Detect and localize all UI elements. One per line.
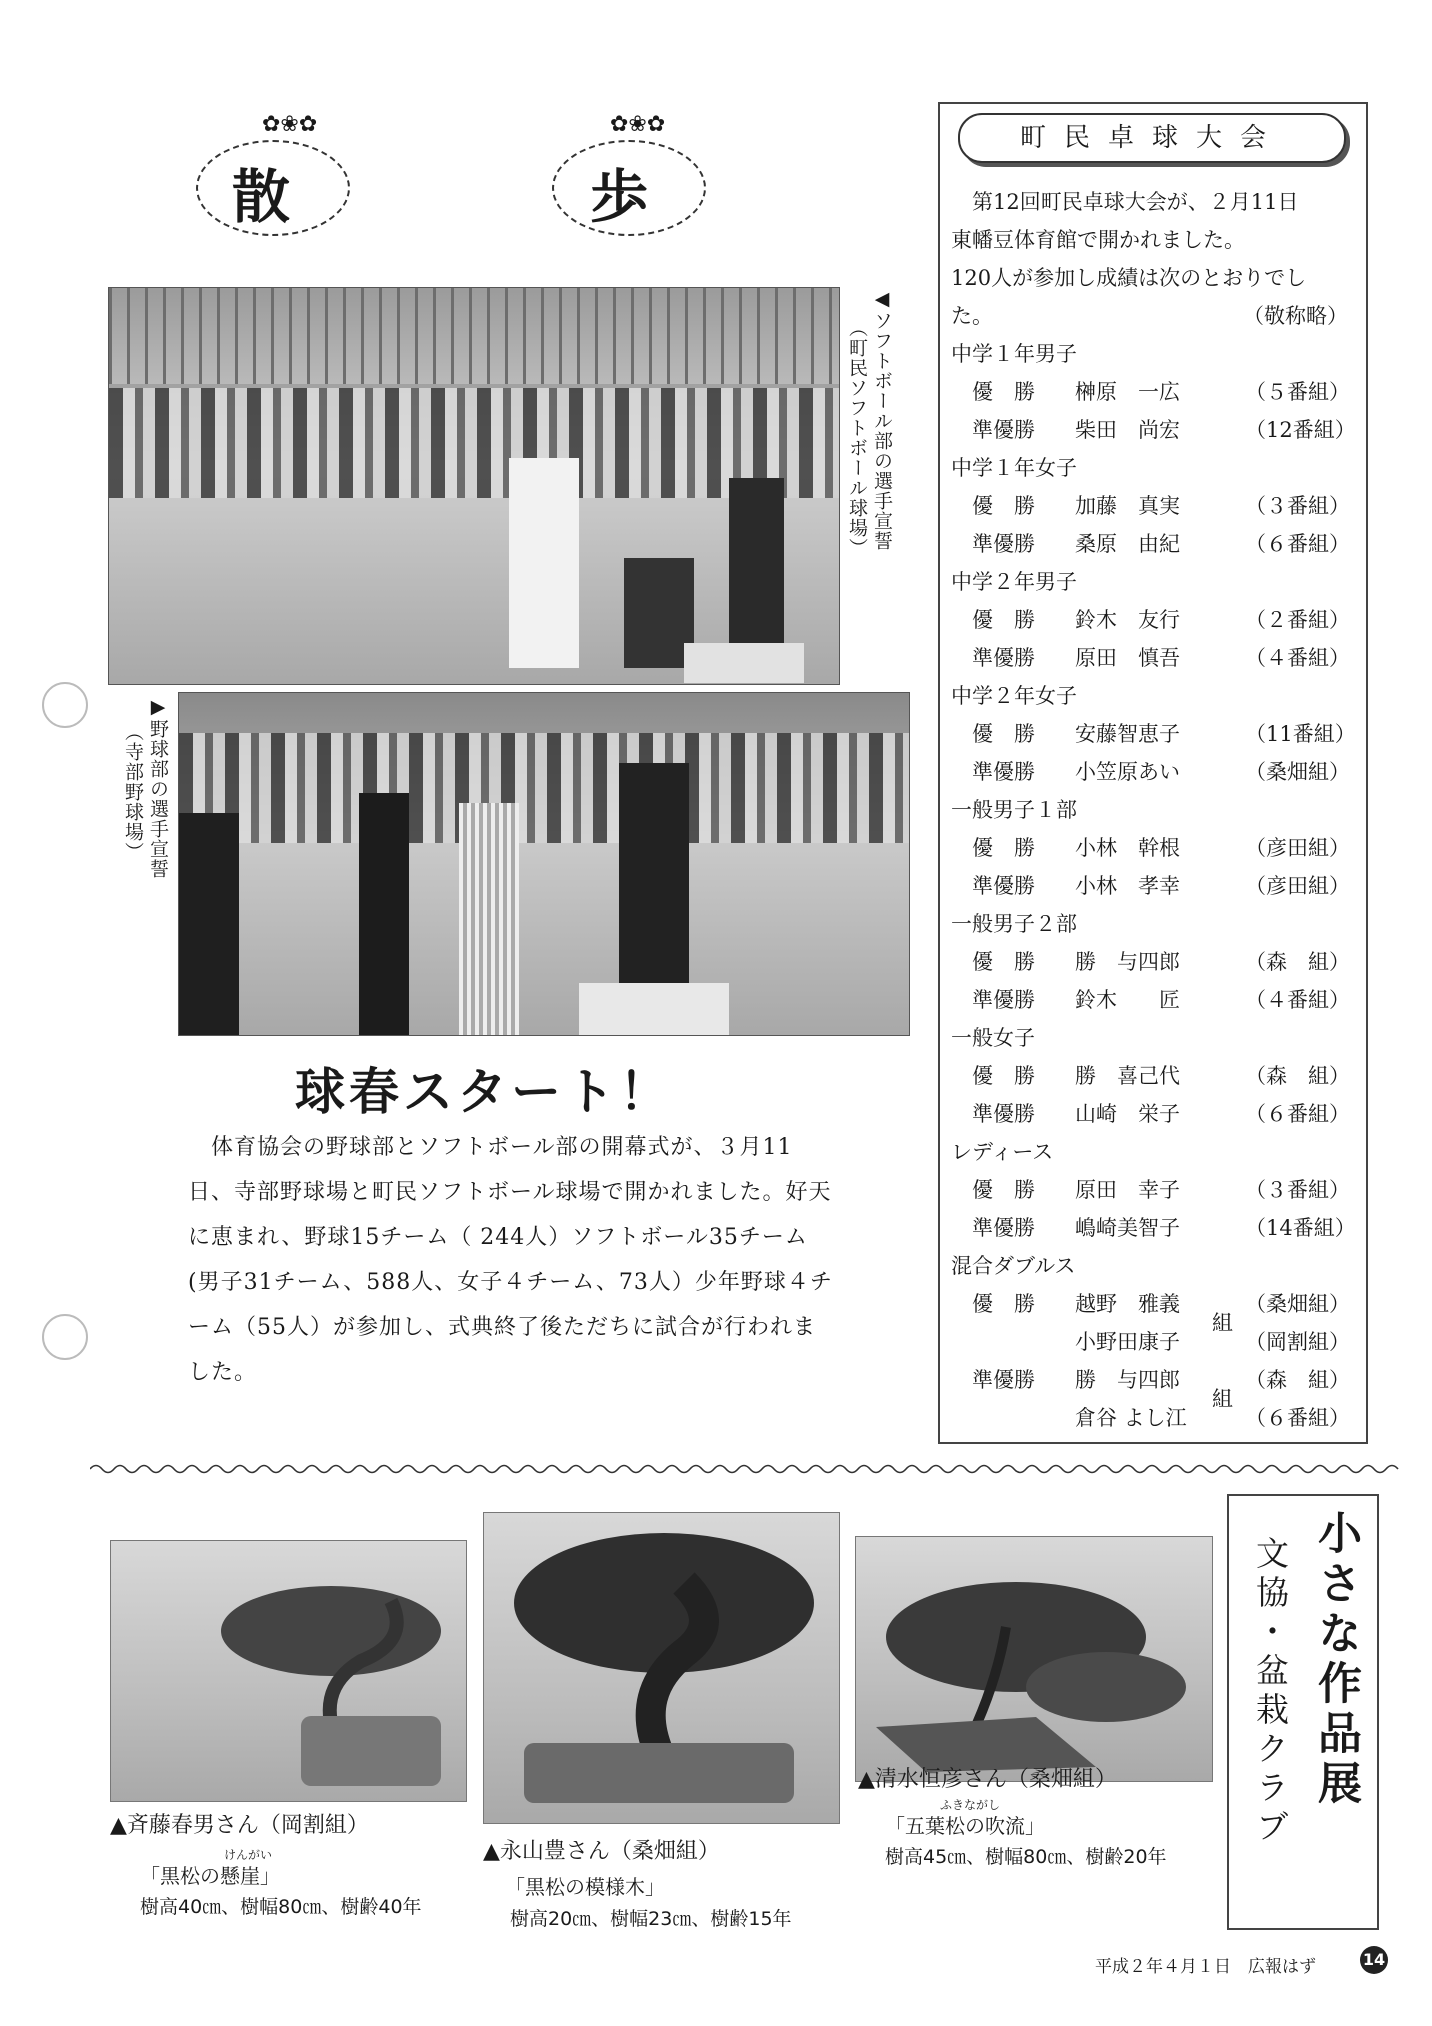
result-row xyxy=(951,982,1361,1019)
player-team: （５番組） xyxy=(1245,380,1350,404)
section-heading: 中学２年男子 xyxy=(951,570,1077,594)
player-name: 桑原 由紀 xyxy=(1075,532,1180,556)
intro-line: 120人が参加し成績は次のとおりでし xyxy=(951,266,1307,290)
result-row xyxy=(951,374,1361,411)
player-name: 倉谷 よし江 xyxy=(1075,1406,1187,1430)
flower-icon: ✿❀✿ xyxy=(262,112,318,137)
rank: 準優勝 xyxy=(972,646,1035,670)
bonsai-photo-3 xyxy=(855,1536,1213,1782)
player-team: （12番組） xyxy=(1245,418,1356,442)
player-name: 鈴木 友行 xyxy=(1075,608,1180,632)
rank: 準優勝 xyxy=(972,760,1035,784)
doubles-group-mark: 組 xyxy=(1212,1387,1233,1411)
player-name: 原田 慎吾 xyxy=(1075,646,1180,670)
bonsai-work-ruby-1: けんがい xyxy=(224,1848,273,1862)
doubles-row xyxy=(951,1286,1361,1323)
rank: 準優勝 xyxy=(972,874,1035,898)
bonsai-size-1: 樹高40㎝、樹幅80㎝、樹齢40年 xyxy=(140,1896,422,1918)
binder-hole-top xyxy=(42,682,88,728)
doubles-row xyxy=(951,1400,1361,1437)
rank: 優 勝 xyxy=(972,722,1035,746)
section-heading: 混合ダブルス xyxy=(951,1254,1076,1278)
article-body: 体育協会の野球部とソフトボール部の開幕式が、３月11日、寺部野球場と町民ソフトボール球場で開かれました。好天に恵まれ、野球15チーム（ 244人）ソフトボール35チーム(男子31チーム、588人、女子４チーム、73人）少年野球４チーム（55人）が参加し、式典終了後ただちに試合が行われました。 xyxy=(188,1135,833,1385)
rank: 準優勝 xyxy=(972,532,1035,556)
rank: 優 勝 xyxy=(972,608,1035,632)
wavy-divider xyxy=(90,1462,1400,1476)
softball-photo-caption-location: （町民ソフトボール球場） xyxy=(846,318,868,558)
baseball-photo-caption-location: （寺部野球場） xyxy=(122,722,144,862)
bonsai-work-1: 「黒松の懸崖」 xyxy=(140,1864,280,1888)
player-team: （桑畑組） xyxy=(1245,760,1350,784)
player-name: 勝 喜己代 xyxy=(1075,1064,1180,1088)
rank: 優 勝 xyxy=(972,1064,1035,1088)
softball-ceremony-photo xyxy=(108,287,840,685)
bonsai-size-2: 樹高20㎝、樹幅23㎝、樹齢15年 xyxy=(510,1908,792,1930)
player-name: 原田 幸子 xyxy=(1075,1178,1180,1202)
result-row xyxy=(951,488,1361,525)
softball-photo-caption: ◀ソフトボール部の選手宣誓 xyxy=(871,288,893,551)
player-name: 加藤 真実 xyxy=(1075,494,1180,518)
section-heading: レディース xyxy=(951,1140,1054,1164)
result-row xyxy=(951,716,1361,753)
player-name: 安藤智恵子 xyxy=(1075,722,1180,746)
rank: 準優勝 xyxy=(972,1216,1035,1240)
result-row xyxy=(951,1172,1361,1209)
bonsai-work-2: 「黒松の模様木」 xyxy=(505,1875,665,1899)
player-team: （４番組） xyxy=(1245,988,1350,1012)
player-team: （２番組） xyxy=(1245,608,1350,632)
result-row xyxy=(951,754,1361,791)
result-row xyxy=(951,602,1361,639)
result-row xyxy=(951,412,1361,449)
exhibit-title: 小さな作品展 xyxy=(1310,1510,1361,1810)
sanpo-left-char: 散 xyxy=(232,163,291,231)
bonsai-photo-1 xyxy=(110,1540,467,1802)
doubles-row xyxy=(951,1362,1361,1399)
section-heading: 一般男子２部 xyxy=(951,912,1077,936)
intro-line-end: た。 xyxy=(951,304,993,328)
publication-footer: 平成２年４月１日 広報はず xyxy=(1095,1957,1316,1977)
bonsai-work-ruby-3: ふきながし xyxy=(940,1798,1001,1812)
rank: 準優勝 xyxy=(972,1102,1035,1126)
player-name: 勝 与四郎 xyxy=(1075,950,1180,974)
baseball-photo-caption: ▶野球部の選手宣誓 xyxy=(147,696,169,879)
exhibit-title-box xyxy=(1227,1494,1379,1930)
bonsai-owner-2: ▲永山豊さん（桑畑組） xyxy=(483,1839,720,1864)
article-title: 球春スタート！ xyxy=(295,1062,673,1121)
flower-icon: ✿❀✿ xyxy=(610,112,666,137)
page-number: 14 xyxy=(1360,1946,1388,1974)
player-team: （森 組） xyxy=(1245,950,1350,974)
player-name: 鈴木 匠 xyxy=(1075,988,1180,1012)
player-name: 嶋崎美智子 xyxy=(1075,1216,1180,1240)
player-team: （14番組） xyxy=(1245,1216,1356,1240)
player-team: （３番組） xyxy=(1245,1178,1350,1202)
player-name: 山崎 栄子 xyxy=(1075,1102,1180,1126)
result-row xyxy=(951,868,1361,905)
player-name: 小野田康子 xyxy=(1075,1330,1180,1354)
section-heading: 中学１年男子 xyxy=(951,342,1077,366)
player-name: 小笠原あい xyxy=(1075,760,1180,784)
player-team: （４番組） xyxy=(1245,646,1350,670)
intro-line: 第12回町民卓球大会が、２月11日 xyxy=(951,190,1299,214)
section-heading: 中学１年女子 xyxy=(951,456,1077,480)
bonsai-work-3: 「五葉松の吹流」 xyxy=(885,1814,1045,1838)
doubles-row xyxy=(951,1324,1361,1361)
player-team: （彦田組） xyxy=(1245,874,1350,898)
player-team: （彦田組） xyxy=(1245,836,1350,860)
doubles-group-mark: 組 xyxy=(1212,1311,1233,1335)
bonsai-owner-3: ▲清水恒彦さん（桑畑組） xyxy=(858,1767,1117,1792)
exhibit-subtitle: 文協・盆栽クラブ xyxy=(1251,1536,1290,1848)
rank: 優 勝 xyxy=(972,950,1035,974)
rank: 準優勝 xyxy=(972,418,1035,442)
result-row xyxy=(951,944,1361,981)
player-team: （６番組） xyxy=(1245,1406,1350,1430)
player-team: （６番組） xyxy=(1245,1102,1350,1126)
baseball-ceremony-photo xyxy=(178,692,910,1036)
bonsai-photo-2 xyxy=(483,1512,840,1824)
player-team: （森 組） xyxy=(1245,1368,1350,1392)
player-team: （３番組） xyxy=(1245,494,1350,518)
section-heading: 一般女子 xyxy=(951,1026,1035,1050)
rank: 準優勝 xyxy=(972,1368,1035,1392)
bonsai-size-3: 樹高45㎝、樹幅80㎝、樹齢20年 xyxy=(885,1846,1167,1868)
player-team: （６番組） xyxy=(1245,532,1350,556)
rank: 優 勝 xyxy=(972,380,1035,404)
rank: 優 勝 xyxy=(972,1292,1035,1316)
honorific-note: （敬称略） xyxy=(1243,304,1348,328)
bonsai-owner-1: ▲斉藤春男さん（岡割組） xyxy=(110,1813,369,1838)
result-row xyxy=(951,526,1361,563)
player-name: 小林 幹根 xyxy=(1075,836,1180,860)
rank: 優 勝 xyxy=(972,494,1035,518)
result-row xyxy=(951,1058,1361,1095)
result-row xyxy=(951,1096,1361,1133)
section-heading: 一般男子１部 xyxy=(951,798,1077,822)
rank: 優 勝 xyxy=(972,1178,1035,1202)
player-name: 勝 与四郎 xyxy=(1075,1368,1180,1392)
result-row xyxy=(951,1210,1361,1247)
table-tennis-title: 町民卓球大会 xyxy=(958,113,1346,163)
player-name: 榊原 一広 xyxy=(1075,380,1180,404)
section-heading: 中学２年女子 xyxy=(951,684,1077,708)
intro-line: 東幡豆体育館で開かれました。 xyxy=(951,228,1245,252)
rank: 準優勝 xyxy=(972,988,1035,1012)
binder-hole-bottom xyxy=(42,1314,88,1360)
rank: 優 勝 xyxy=(972,836,1035,860)
player-team: （岡割組） xyxy=(1245,1330,1350,1354)
player-team: （桑畑組） xyxy=(1245,1292,1350,1316)
player-team: （11番組） xyxy=(1245,722,1356,746)
result-row xyxy=(951,640,1361,677)
sanpo-right-char: 歩 xyxy=(590,163,649,231)
result-row xyxy=(951,830,1361,867)
player-name: 柴田 尚宏 xyxy=(1075,418,1180,442)
intro-line xyxy=(951,298,1361,335)
player-name: 小林 孝幸 xyxy=(1075,874,1180,898)
player-team: （森 組） xyxy=(1245,1064,1350,1088)
player-name: 越野 雅義 xyxy=(1075,1292,1180,1316)
